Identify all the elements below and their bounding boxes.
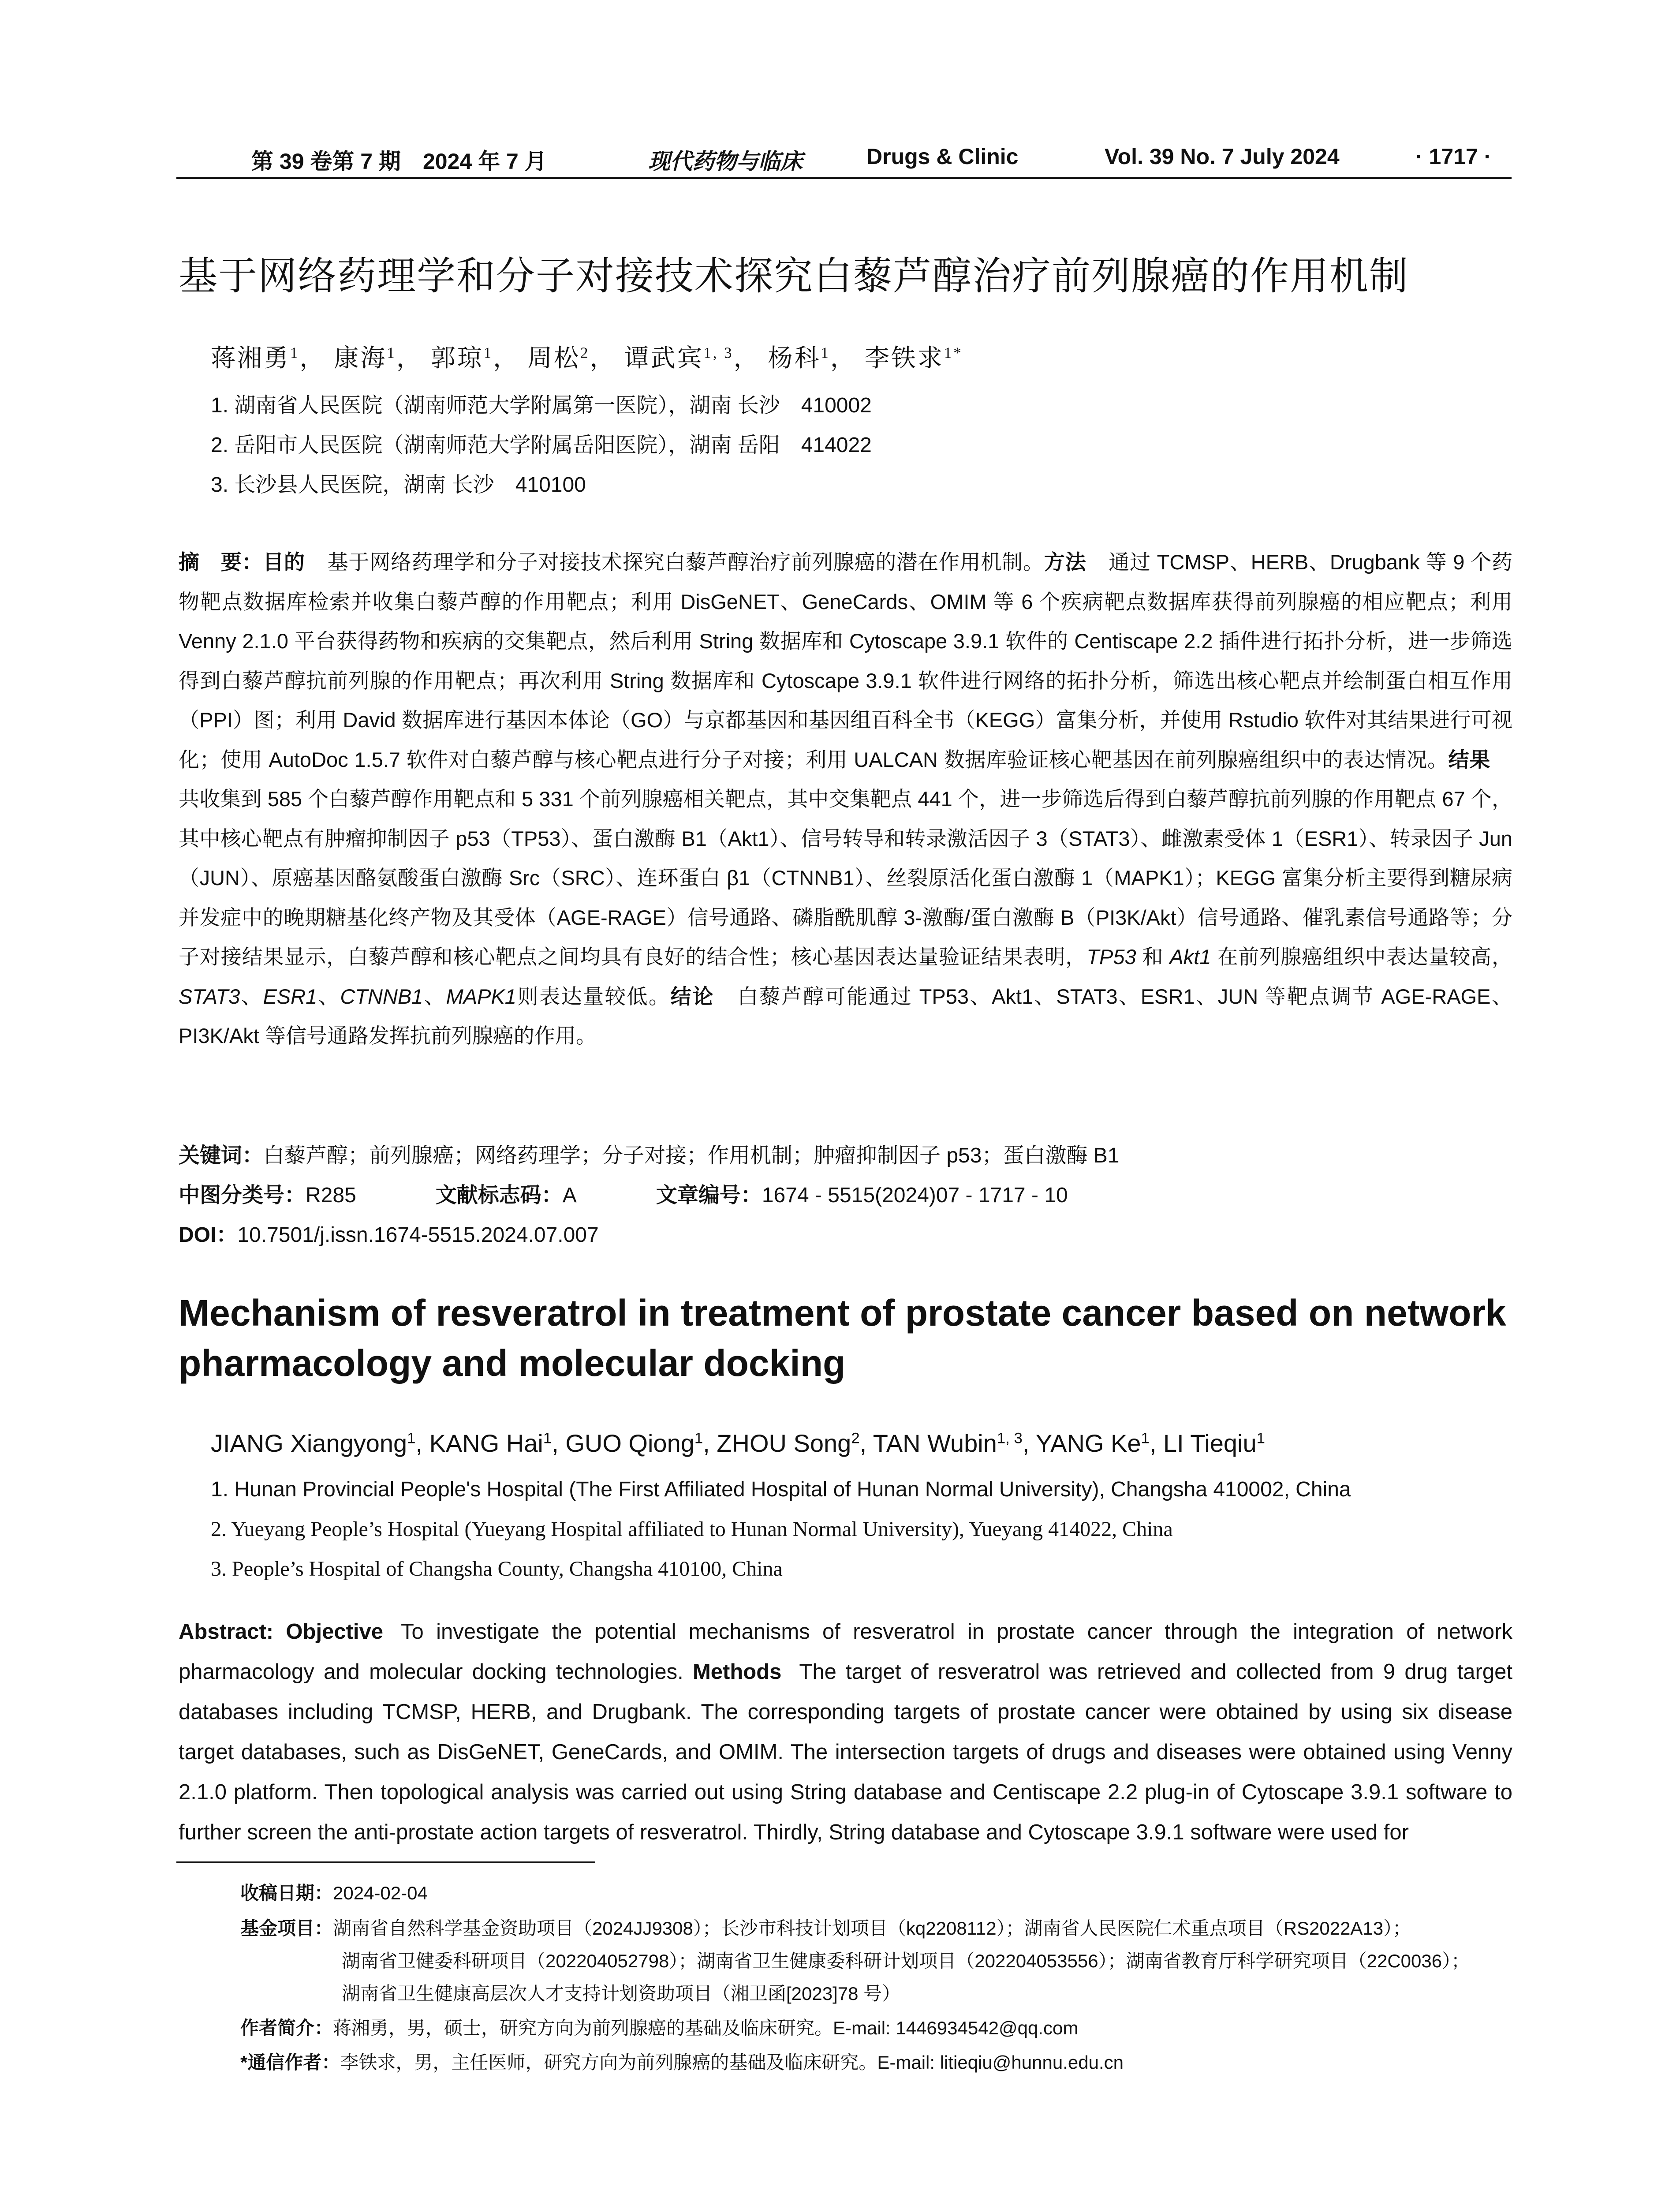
footnote-fund-cont-1: 湖南省卫健委科研项目（202204052798）；湖南省卫生健康委科研计划项目（202204053556）；湖南省教育厅科学研究项目（22C0036）；	[342, 1951, 1470, 1971]
author-en-2: KANG Hai	[429, 1429, 543, 1457]
footnote-fund-cont-2: 湖南省卫生健康高层次人才支持计划资助项目（湘卫函[2023]78 号）	[342, 1983, 901, 2004]
author-en-5: TAN Wubin	[873, 1429, 997, 1457]
author-cn-2: 康海	[334, 345, 387, 372]
gene-esr1: ESR1	[263, 984, 317, 1008]
keywords-label: 关键词：	[179, 1144, 264, 1167]
affiliation-cn-3: 3. 长沙县人民医院，湖南 长沙 410100	[211, 473, 586, 497]
header-issue-en: Vol. 39 No. 7 July 2024	[1105, 144, 1340, 169]
affiliation-en-1: 1. Hunan Provincial People's Hospital (The First Affiliated Hospital of Hunan Normal University), Changsha 410002, China	[211, 1478, 1351, 1501]
gene-akt1: Akt1	[1169, 945, 1211, 968]
author-en-6: YANG Ke	[1035, 1429, 1141, 1457]
abstract-cn-results: 共收集到 585 个白藜芦醇作用靶点和 5 331 个前列腺癌相关靶点，其中交集靶点 441 个，进一步筛选后得到白藜芦醇抗前列腺的作用靶点 67 个，其中核心靶点有肿瘤抑制因子 p53（TP53）、蛋白激酶 B1（Akt1）、信号转导和转录激活因子 3（STAT3）、雌激素受体 1（ESR1）、转录因子 Jun（JUN）、原癌基因酪氨酸蛋白激酶 Src（SRC）、连环蛋白 β1（CTNNB1）、丝裂原活化蛋白激酶 1（MAPK1）；KEGG 富集分析主要得到糖尿病并发症中的晚期糖基化终产物及其受体（AGE-RAGE）信号通路、磷脂酰肌醇 3-激酶/蛋白激酶 B（PI3K/Akt）信号通路、催乳素信号通路等；分子对接结果显示，白藜芦醇和核心靶点之间均具有良好的结合性；核心基因表达量验证结果表明，	[179, 787, 1512, 968]
abstract-cn-conclusion-label: 结论	[670, 984, 714, 1008]
abstract-en-objective-label: Objective	[286, 1620, 384, 1644]
footnote-rule	[176, 1861, 595, 1863]
author-en-1: JIANG Xiangyong	[211, 1429, 407, 1457]
article-number: 1674 - 5515(2024)07 - 1717 - 10	[762, 1184, 1068, 1207]
gene-mapk1: MAPK1	[446, 984, 516, 1008]
affiliation-cn-1: 1. 湖南省人民医院（湖南师范大学附属第一医院），湖南 长沙 410002	[211, 394, 872, 417]
author-cn-6: 杨科	[768, 345, 821, 372]
affiliation-en-3: 3. People’s Hospital of Changsha County, Changsha 410100, China	[211, 1557, 783, 1581]
header-journal-cn: 现代药物与临床	[648, 148, 803, 174]
abstract-cn-objective-label: 目的	[263, 550, 305, 574]
abstract-cn: 摘 要：目的 基于网络药理学和分子对接技术探究白藜芦醇治疗前列腺癌的潜在作用机制。方法 通过 TCMSP、HERB、Drugbank 等 9 个药物靶点数据库检索并收集白藜芦醇的作用靶点；利用 DisGeNET、GeneCards、OMIM 等 6 个疾病靶点数据库获得前列腺癌的相应靶点；利用 Venny 2.1.0 平台获得药物和疾病的交集靶点，然后利用 String 数据库和 Cytoscape 3.9.1 软件的 Centiscape 2.2 插件进行拓扑分析，进一步筛选得到白藜芦醇抗前列腺的作用靶点；再次利用 String 数据库和 Cytoscape 3.9.1 软件进行网络的拓扑分析，筛选出核心靶点并绘制蛋白相互作用（PPI）图；利用 David 数据库进行基因本体论（GO）与京都基因和基因组百科全书（KEGG）富集分析，并使用 Rstudio 软件对其结果进行可视化；使用 AutoDoc 1.5.7 软件对白藜芦醇与核心靶点进行分子对接；利用 UALCAN 数据库验证核心靶基因在前列腺癌组织中的表达情况。结果共收集到 585 个白藜芦醇作用靶点和 5 331 个前列腺癌相关靶点，其中交集靶点 441 个，进一步筛选后得到白藜芦醇抗前列腺的作用靶点 67 个，其中核心靶点有肿瘤抑制因子 p53（TP53）、蛋白激酶 B1（Akt1）、信号转导和转录激活因子 3（STAT3）、雌激素受体 1（ESR1）、转录因子 Jun（JUN）、原癌基因酪氨酸蛋白激酶 Src（SRC）、连环蛋白 β1（CTNNB1）、丝裂原活化蛋白激酶 1（MAPK1）；KEGG 富集分析主要得到糖尿病并发症中的晚期糖基化终产物及其受体（AGE-RAGE）信号通路、磷脂酰肌醇 3-激酶/蛋白激酶 B（PI3K/Akt）信号通路、催乳素信号通路等；分子对接结果显示，白藜芦醇和核心靶点之间均具有良好的结合性；核心基因表达量验证结果表明，TP53 和 Akt1 在前列腺癌组织中表达量较高，STAT3、ESR1、CTNNB1、MAPK1则表达量较低。结论 白藜芦醇可能通过 TP53、Akt1、STAT3、ESR1、JUN 等靶点调节 AGE-RAGE、PI3K/Akt 等信号通路发挥抗前列腺癌的作用。	[179, 550, 1513, 1047]
author-cn-3: 郭琼	[430, 345, 484, 372]
gene-tp53: TP53	[1086, 945, 1136, 968]
abstract-cn-results-label: 结果	[1448, 747, 1491, 771]
clc-number: R285	[306, 1184, 356, 1207]
abstract-cn-label: 摘 要：	[179, 550, 263, 574]
doi-label: DOI：	[179, 1223, 238, 1247]
footnote-corresponding: *通信作者：李铁求，男，主任医师，研究方向为前列腺癌的基础及临床研究。E-mail: litieqiu@hunnu.edu.cn	[240, 2052, 1124, 2073]
footnote-fund: 基金项目：湖南省自然科学基金资助项目（2024JJ9308）；长沙市科技计划项目（kq2208112）；湖南省人民医院仁术重点项目（RS2022A13）；	[240, 1918, 1411, 1939]
header-page-number: · 1717 ·	[1415, 144, 1492, 169]
author-en-4: ZHOU Song	[717, 1429, 851, 1457]
affiliation-cn-2: 2. 岳阳市人民医院（湖南师范大学附属岳阳医院），湖南 岳阳 414022	[211, 434, 872, 457]
document-code: A	[562, 1184, 577, 1207]
doi-link[interactable]: 10.7501/j.issn.1674-5515.2024.07.007	[237, 1223, 599, 1247]
abstract-cn-methods: 通过 TCMSP、HERB、Drugbank 等 9 个药物靶点数据库检索并收集白藜芦醇的作用靶点；利用 DisGeNET、GeneCards、OMIM 等 6 个疾病靶点数据库获得前列腺癌的相应靶点；利用 Venny 2.1.0 平台获得药物和疾病的交集靶点，然后利用 String 数据库和 Cytoscape 3.9.1 软件的 Centiscape 2.2 插件进行拓扑分析，进一步筛选得到白藜芦醇抗前列腺的作用靶点；再次利用 String 数据库和 Cytoscape 3.9.1 软件进行网络的拓扑分析，筛选出核心靶点并绘制蛋白相互作用（PPI）图；利用 David 数据库进行基因本体论（GO）与京都基因和基因组百科全书（KEGG）富集分析，并使用 Rstudio 软件对其结果进行可视化；使用 AutoDoc 1.5.7 软件对白藜芦醇与核心靶点进行分子对接；利用 UALCAN 数据库验证核心靶基因在前列腺癌组织中的表达情况。	[179, 550, 1513, 771]
author-cn-5: 谭武宾	[624, 345, 704, 372]
footnote-received: 收稿日期：2024-02-04	[240, 1883, 428, 1903]
abstract-en-label: Abstract:	[179, 1620, 274, 1644]
running-header	[176, 140, 1512, 178]
title-cn: 基于网络药理学和分子对接技术探究白藜芦醇治疗前列腺癌的作用机制	[179, 254, 1409, 298]
header-rule	[176, 177, 1512, 179]
author-cn-1: 蒋湘勇	[211, 345, 290, 372]
gene-stat3: STAT3	[179, 984, 240, 1008]
abstract-en-objective: To investigate the potential mechanisms of resveratrol in prostate cancer through the integration of network pharmacology and molecular docking technologies.	[179, 1620, 1513, 1684]
header-issue-cn: 第 39 卷第 7 期 2024 年 7 月	[251, 149, 547, 174]
affiliation-en-2: 2. Yueyang People’s Hospital (Yueyang Hospital affiliated to Hunan Normal University), Yueyang 414022, China	[211, 1517, 1173, 1541]
author-cn-4: 周松	[527, 345, 581, 372]
abstract-en-methods-label: Methods	[692, 1660, 782, 1684]
doi	[179, 1218, 599, 1248]
authors-en: JIANG Xiangyong$^1$, KANG Hai$^1$, GUO Qiong$^1$, ZHOU Song$^2$, TAN Wubin$^{1, 3}$, YANG Ke$^1$, LI Tieqiu$^1$	[211, 1429, 1265, 1457]
abstract-en-methods: The target of resveratrol was retrieved and collected from 9 drug target databases including TCMSP, HERB, and Drugbank. The corresponding targets of prostate cancer were obtained by using six disease target databases, such as DisGeNET, GeneCards, and OMIM. The intersection targets of drugs and diseases were obtained using Venny 2.1.0 platform. Then topological analysis was carried out using String database and Centiscape 2.2 plug-in of Cytoscape 3.9.1 software to further screen the anti-prostate action targets of resveratrol. Thirdly, String database and Cytoscape 3.9.1 software were used for	[179, 1660, 1512, 1844]
abstract-cn-methods-label: 方法	[1044, 550, 1086, 574]
author-en-7: LI Tieqiu	[1163, 1429, 1257, 1457]
classification: 中图分类号：R285 文献标志码：A 文章编号：1674 - 5515(2024)07 - 1717 - 10	[179, 1184, 1068, 1207]
author-cn-7: 李铁求	[864, 345, 944, 372]
abstract-en	[179, 1612, 1512, 1853]
header-journal-en: Drugs & Clinic	[866, 144, 1019, 169]
gene-ctnnb1: CTNNB1	[340, 984, 423, 1008]
keywords-text: 白藜芦醇；前列腺癌；网络药理学；分子对接；作用机制；肿瘤抑制因子 p53；蛋白激酶 B1	[263, 1144, 1120, 1167]
authors-cn: 蒋湘勇$^1$， 康海$^1$， 郭琼$^1$， 周松$^2$， 谭武宾$^{1, 3}$， 杨科$^1$， 李铁求$^{1*}$	[211, 344, 963, 372]
abstract-cn-conclusion: 白藜芦醇可能通过 TP53、Akt1、STAT3、ESR1、JUN 等靶点调节 AGE-RAGE、PI3K/Akt 等信号通路发挥抗前列腺癌的作用。	[179, 984, 1513, 1047]
keywords	[179, 1138, 1120, 1169]
footnote-author: 作者简介：蒋湘勇，男，硕士，研究方向为前列腺癌的基础及临床研究。E-mail: 1446934542@qq.com	[240, 2018, 1079, 2038]
abstract-cn-objective: 基于网络药理学和分子对接技术探究白藜芦醇治疗前列腺癌的潜在作用机制。	[327, 550, 1044, 574]
title-en: Mechanism of resveratrol in treatment of prostate cancer based on network pharmacology and molecular docking	[179, 1292, 1506, 1384]
author-en-3: GUO Qiong	[565, 1429, 694, 1457]
